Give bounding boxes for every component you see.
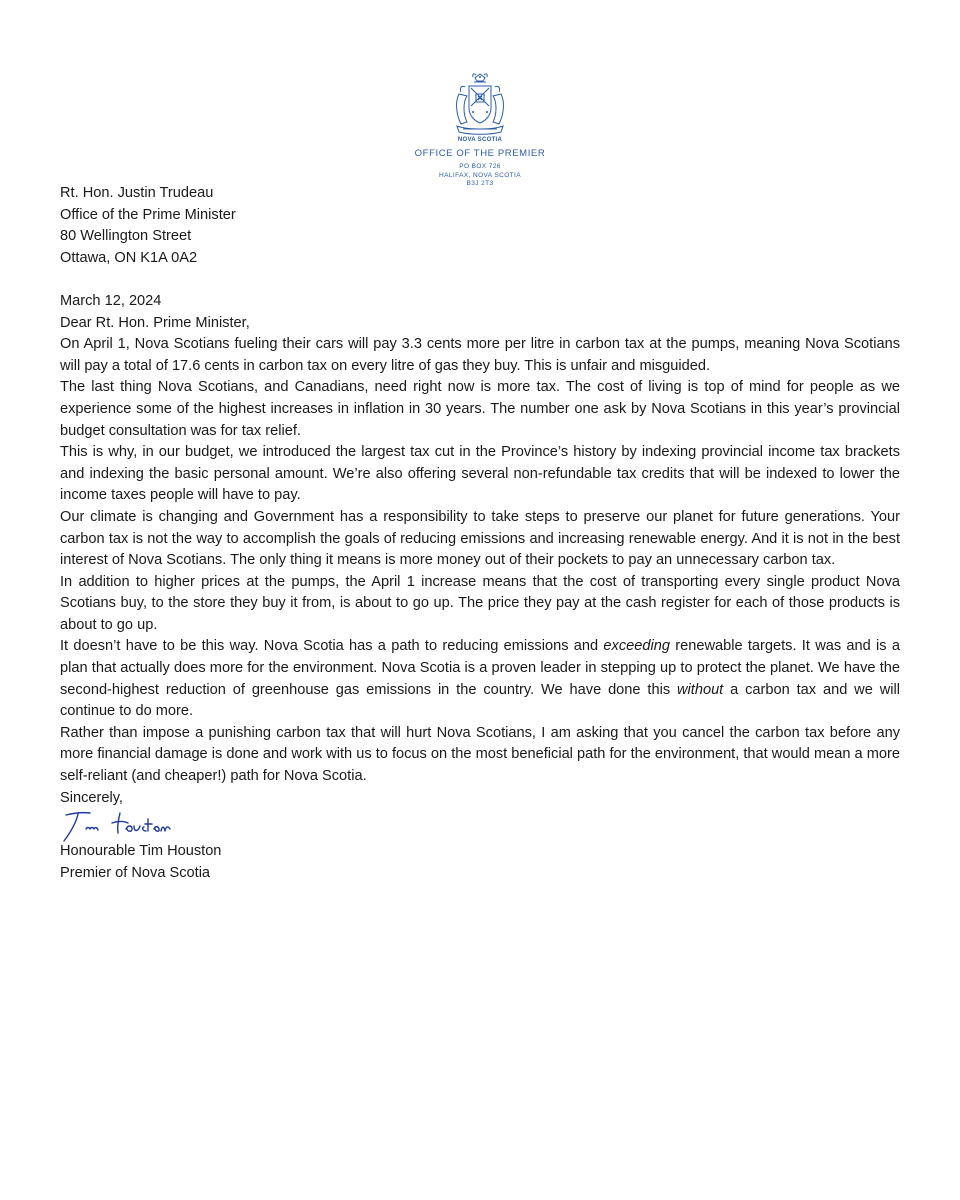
paragraph: This is why, in our budget, we introduced the largest tax cut in the Province’s history by indexing provincial income tax brackets and indexing the basic personal amount. We’re also offering several non-refundable tax credits that will be indexed to lower the income taxes people will have to pay. [60, 444, 900, 504]
letterhead [400, 72, 560, 189]
handwritten-signature [60, 805, 180, 845]
recipient-address-line: Ottawa, ON K1A 0A2 [60, 249, 198, 266]
paragraph: The last thing Nova Scotians, and Canadians, need right now is more tax. The cost of living is top of mind for people as we experience some of the highest increases in inflation in 30 years. The number one ask by Nova Scotians in this year’s provincial budget consultation was for tax relief. [60, 379, 900, 439]
paragraph: Rather than impose a punishing carbon tax that will hurt Nova Scotians, I am asking that you cancel the carbon tax before any more financial damage is done and work with us to focus on the most beneficial path for the environment, that would mean a more self-reliant (and cheaper!) path for Nova Scotia. [60, 724, 900, 785]
salutation: Dear Rt. Hon. Prime Minister, [60, 314, 250, 331]
paragraph-text: renewable targets. It was and is a plan that actually does more for the environment. Nova Scotia is a proven leader in stepping up to protect the planet. We have the second-highest reduction of greenhouse gas emissions in the country. We have done this [60, 638, 900, 698]
emphasis-text: exceeding [603, 638, 670, 655]
office-name: OFFICE OF THE PREMIER [414, 148, 546, 159]
paragraph: In addition to higher prices at the pumps, the April 1 increase means that the cost of transporting every single product Nova Scotians buy, to the store they buy it from, is about to go up. The price they pay at the cash register for each of those products is about to go up. [60, 573, 900, 633]
letter-date: March 12, 2024 [60, 292, 162, 309]
paragraph-text: It doesn’t have to be this way. Nova Scotia has a path to reducing emissions and [60, 638, 604, 655]
paragraph: Our climate is changing and Government has a responsibility to take steps to preserve our planet for future generations. Your carbon tax is not the way to accomplish the goals of reducing emissions and increasing renewable energy. And it is not in the best interest of Nova Scotians. The only thing it means is more money out of their pockets to pay an unnecessary carbon tax. [60, 508, 900, 569]
recipient-address [60, 205, 900, 270]
office-address-line: B3J 2T3 [466, 180, 494, 187]
crest-caption: NOVA SCOTIA [457, 137, 503, 143]
recipient-name: Rt. Hon. Justin Trudeau [60, 185, 214, 201]
closing: Sincerely, [60, 789, 123, 806]
signatory-name: Honourable Tim Houston [60, 843, 222, 860]
letter-body [60, 183, 900, 884]
signatory-title: Premier of Nova Scotia [60, 864, 211, 881]
recipient-address-line: 80 Wellington Street [60, 228, 192, 245]
emphasis-text: without [677, 681, 724, 698]
nova-scotia-crest-logo [449, 72, 511, 136]
paragraph-text: a carbon tax and we will continue to do more. [60, 681, 900, 720]
office-address-line: HALIFAX, NOVA SCOTIA [439, 171, 521, 179]
paragraph: On April 1, Nova Scotians fueling their cars will pay 3.3 cents more per litre in carbon tax at the pumps, meaning Nova Scotians will pay a total of 17.6 cents in carbon tax on every litre of gas they buy. This is unfair and misguided. [60, 336, 900, 374]
recipient-address-line: Office of the Prime Minister [60, 206, 236, 223]
paragraph [60, 636, 900, 722]
office-address-line: PO BOX 726 [459, 163, 501, 170]
